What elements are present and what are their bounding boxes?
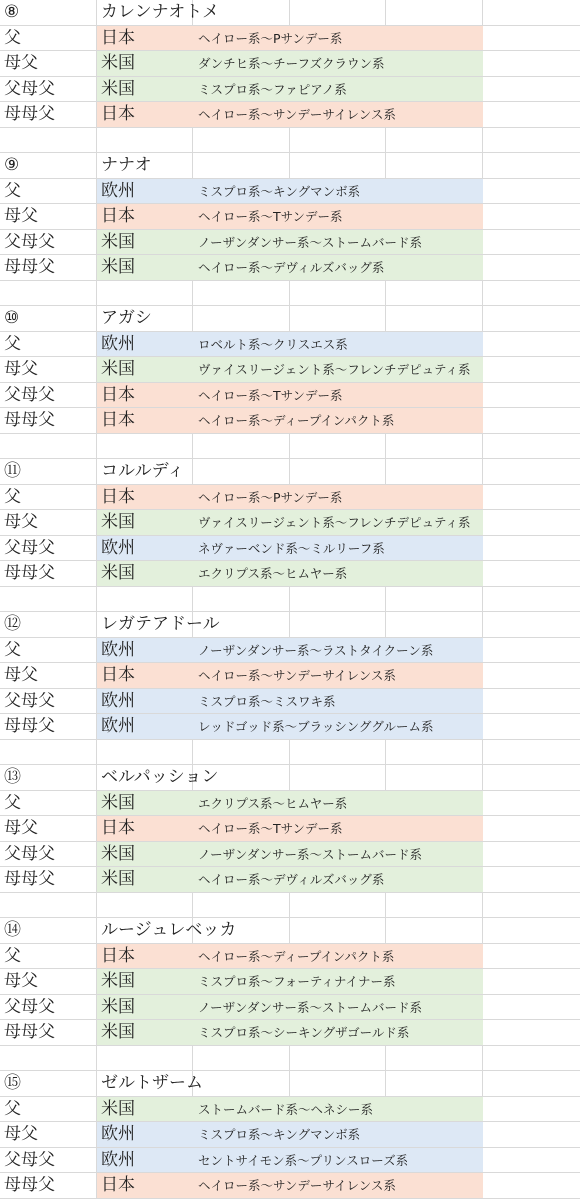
relation-label: 父母父 xyxy=(4,690,55,711)
lineage-text: ノーザンダンサー系～ラストタイクーン系 xyxy=(198,642,434,658)
lineage-text: ヘイロー系～サンデーサイレンス系 xyxy=(198,668,396,683)
lineage-text: ヘイロー系～Pサンデー系 xyxy=(198,30,343,46)
relation-label: 父 xyxy=(4,180,21,201)
lineage-text: ノーザンダンサー系～ストームバード系 xyxy=(198,846,423,862)
lineage-text: ヴァイスリージェント系～フレンチデピュティ系 xyxy=(198,515,471,530)
country-label: 米国 xyxy=(101,78,135,99)
relation-label: 父 xyxy=(4,486,21,507)
spacer-row xyxy=(0,587,580,613)
relation-label: 母父 xyxy=(4,665,38,685)
horse-title-row xyxy=(0,918,580,944)
pedigree-row xyxy=(0,689,580,715)
country-label: 米国 xyxy=(101,1098,135,1119)
relation-label: 父 xyxy=(4,1098,21,1119)
grid-cell xyxy=(483,995,580,1021)
horse-number: ⑫ xyxy=(4,614,21,634)
pedigree-row xyxy=(0,816,580,842)
horse-name: ナナオ xyxy=(101,155,152,175)
relation-label: 母母父 xyxy=(4,1175,55,1195)
grid-cell xyxy=(483,153,580,179)
pedigree-row xyxy=(0,510,580,536)
relation-label: 母父 xyxy=(4,359,38,379)
horse-number: ⑪ xyxy=(4,461,21,481)
grid-cell xyxy=(193,1046,290,1072)
horse-number: ⑧ xyxy=(4,2,20,22)
relation-label: 父 xyxy=(4,639,21,660)
pedigree-row xyxy=(0,791,580,817)
lineage-text: ストームバード系～ヘネシー系 xyxy=(198,1101,374,1117)
grid-cell xyxy=(386,893,483,919)
grid-cell xyxy=(483,689,580,715)
country-label: 欧州 xyxy=(101,690,135,711)
relation-label: 母父 xyxy=(4,818,38,838)
lineage-text: ダンチヒ系～チーフズクラウン系 xyxy=(198,56,385,71)
grid-cell xyxy=(0,281,97,307)
grid-cell xyxy=(290,1046,386,1072)
pedigree-row xyxy=(0,1148,580,1174)
grid-cell xyxy=(483,893,580,919)
relation-label: 父 xyxy=(4,945,21,966)
grid-cell xyxy=(290,893,386,919)
grid-cell xyxy=(483,842,580,868)
relation-label: 母父 xyxy=(4,206,38,226)
relation-label: 父 xyxy=(4,792,21,813)
lineage-text: エクリプス系～ヒムヤー系 xyxy=(198,795,348,811)
country-label: 米国 xyxy=(101,1022,135,1042)
pedigree-row xyxy=(0,179,580,205)
grid-cell xyxy=(483,969,580,995)
lineage-text: ミスプロ系～シーキングザゴールド系 xyxy=(198,1025,410,1040)
grid-cell xyxy=(0,893,97,919)
grid-cell xyxy=(193,306,290,332)
country-label: 欧州 xyxy=(101,537,135,558)
lineage-text: ヘイロー系～Tサンデー系 xyxy=(198,387,343,403)
horse-name: レガテアドール xyxy=(101,614,220,634)
grid-cell xyxy=(483,714,580,740)
spacer-row xyxy=(0,128,580,154)
pedigree-row xyxy=(0,26,580,52)
pedigree-row xyxy=(0,51,580,77)
horse-name: アガシ xyxy=(101,308,152,328)
relation-label: 父 xyxy=(4,27,21,48)
lineage-text: ヘイロー系～ディープインパクト系 xyxy=(198,413,395,428)
pedigree-row xyxy=(0,536,580,562)
country-label: 米国 xyxy=(101,996,135,1017)
grid-cell xyxy=(483,408,580,434)
horse-number: ⑮ xyxy=(4,1073,21,1093)
grid-cell xyxy=(97,740,193,766)
country-label: 米国 xyxy=(101,359,135,379)
horse-name: カレンナオトメ xyxy=(101,2,220,22)
grid-cell xyxy=(386,1046,483,1072)
grid-cell xyxy=(483,765,580,791)
grid-cell xyxy=(290,740,386,766)
horse-name: コルルディ xyxy=(101,461,185,481)
pedigree-row xyxy=(0,408,580,434)
grid-cell xyxy=(290,918,386,944)
grid-cell xyxy=(483,0,580,26)
pedigree-row xyxy=(0,842,580,868)
grid-cell xyxy=(483,791,580,817)
grid-cell xyxy=(483,179,580,205)
grid-cell xyxy=(193,587,290,613)
country-label: 日本 xyxy=(101,410,135,430)
relation-label: 母母父 xyxy=(4,104,55,124)
grid-cell xyxy=(386,1071,483,1097)
relation-label: 母母父 xyxy=(4,563,55,583)
relation-label: 父母父 xyxy=(4,231,55,252)
lineage-text: ミスプロ系～キングマンボ系 xyxy=(198,183,361,199)
country-label: 欧州 xyxy=(101,639,135,660)
grid-cell xyxy=(483,1122,580,1148)
grid-cell xyxy=(97,128,193,154)
grid-cell xyxy=(0,587,97,613)
grid-cell xyxy=(0,434,97,460)
pedigree-row xyxy=(0,485,580,511)
pedigree-row xyxy=(0,204,580,230)
grid-cell xyxy=(290,459,386,485)
lineage-text: セントサイモン系～プリンスローズ系 xyxy=(198,1152,409,1168)
horse-number: ⑨ xyxy=(4,155,20,175)
grid-cell xyxy=(483,944,580,970)
spacer-row xyxy=(0,740,580,766)
country-label: 日本 xyxy=(101,945,135,966)
grid-cell xyxy=(483,459,580,485)
horse-name: ルージュレベッカ xyxy=(101,920,237,940)
lineage-text: ノーザンダンサー系～ストームバード系 xyxy=(198,234,423,250)
lineage-text: ヘイロー系～デヴィルズバッグ系 xyxy=(198,872,385,887)
relation-label: 母父 xyxy=(4,1124,38,1144)
pedigree-row xyxy=(0,255,580,281)
pedigree-row xyxy=(0,638,580,664)
grid-cell xyxy=(483,918,580,944)
relation-label: 父母父 xyxy=(4,843,55,864)
pedigree-row xyxy=(0,1173,580,1199)
country-label: 米国 xyxy=(101,563,135,583)
grid-cell xyxy=(386,434,483,460)
country-label: 日本 xyxy=(101,27,135,48)
grid-cell xyxy=(483,612,580,638)
country-label: 欧州 xyxy=(101,1149,135,1170)
country-label: 米国 xyxy=(101,843,135,864)
grid-cell xyxy=(483,1046,580,1072)
grid-cell xyxy=(0,740,97,766)
country-label: 日本 xyxy=(101,384,135,405)
grid-cell xyxy=(290,128,386,154)
grid-cell xyxy=(0,1046,97,1072)
relation-label: 母母父 xyxy=(4,869,55,889)
grid-cell xyxy=(97,281,193,307)
country-label: 米国 xyxy=(101,231,135,252)
grid-cell xyxy=(386,765,483,791)
lineage-text: エクリプス系～ヒムヤー系 xyxy=(198,566,348,581)
lineage-text: ヘイロー系～Pサンデー系 xyxy=(198,489,343,505)
grid-cell xyxy=(483,638,580,664)
horse-title-row xyxy=(0,459,580,485)
grid-cell xyxy=(483,1071,580,1097)
grid-cell xyxy=(290,434,386,460)
pedigree-row xyxy=(0,995,580,1021)
grid-cell xyxy=(290,281,386,307)
grid-cell xyxy=(290,587,386,613)
pedigree-row xyxy=(0,1020,580,1046)
grid-cell xyxy=(483,128,580,154)
grid-cell xyxy=(97,893,193,919)
grid-cell xyxy=(386,459,483,485)
lineage-text: ヴァイスリージェント系～フレンチデピュティ系 xyxy=(198,362,471,377)
horse-name: ベルパッション xyxy=(101,767,219,787)
relation-label: 母父 xyxy=(4,971,38,991)
grid-cell xyxy=(483,485,580,511)
lineage-text: ヘイロー系～Tサンデー系 xyxy=(198,821,343,836)
grid-cell xyxy=(386,128,483,154)
country-label: 日本 xyxy=(101,1175,135,1195)
horse-title-row xyxy=(0,306,580,332)
country-label: 欧州 xyxy=(101,1124,135,1144)
grid-cell xyxy=(483,77,580,103)
grid-cell xyxy=(193,281,290,307)
lineage-text: ヘイロー系～サンデーサイレンス系 xyxy=(198,1178,396,1193)
grid-cell xyxy=(483,561,580,587)
spacer-row xyxy=(0,1046,580,1072)
relation-label: 父母父 xyxy=(4,537,55,558)
grid-cell xyxy=(97,1046,193,1072)
spacer-row xyxy=(0,434,580,460)
grid-cell xyxy=(483,230,580,256)
relation-label: 母父 xyxy=(4,512,38,532)
lineage-text: ミスプロ系～ミスワキ系 xyxy=(198,693,336,709)
grid-cell xyxy=(97,434,193,460)
pedigree-row xyxy=(0,1122,580,1148)
country-label: 日本 xyxy=(101,486,135,507)
relation-label: 父 xyxy=(4,333,21,354)
lineage-text: レッドゴッド系～ブラッシンググルーム系 xyxy=(198,719,434,734)
grid-cell xyxy=(483,740,580,766)
grid-cell xyxy=(483,1020,580,1046)
country-label: 米国 xyxy=(101,869,135,889)
grid-cell xyxy=(483,1148,580,1174)
grid-cell xyxy=(290,765,386,791)
grid-cell xyxy=(483,51,580,77)
grid-cell xyxy=(483,281,580,307)
grid-cell xyxy=(483,357,580,383)
grid-cell xyxy=(483,1173,580,1199)
grid-cell xyxy=(386,0,483,26)
lineage-text: ヘイロー系～ディープインパクト系 xyxy=(198,948,395,964)
horse-number: ⑬ xyxy=(4,767,21,787)
pedigree-row xyxy=(0,714,580,740)
lineage-text: ヘイロー系～Tサンデー系 xyxy=(198,209,343,224)
grid-cell xyxy=(290,612,386,638)
country-label: 米国 xyxy=(101,971,135,991)
relation-label: 父母父 xyxy=(4,996,55,1017)
horse-number: ⑭ xyxy=(4,920,21,940)
grid-cell xyxy=(483,587,580,613)
grid-cell xyxy=(483,255,580,281)
pedigree-row xyxy=(0,867,580,893)
relation-label: 母母父 xyxy=(4,410,55,430)
grid-cell xyxy=(483,26,580,52)
relation-label: 母父 xyxy=(4,53,38,73)
grid-cell xyxy=(483,867,580,893)
grid-cell xyxy=(483,102,580,128)
lineage-text: ネヴァーベンド系～ミルリーフ系 xyxy=(198,540,385,556)
country-label: 米国 xyxy=(101,53,135,73)
grid-cell xyxy=(386,612,483,638)
spacer-row xyxy=(0,281,580,307)
pedigree-row xyxy=(0,1097,580,1123)
pedigree-row xyxy=(0,77,580,103)
grid-cell xyxy=(193,459,290,485)
pedigree-row xyxy=(0,944,580,970)
country-label: 米国 xyxy=(101,512,135,532)
country-label: 欧州 xyxy=(101,716,135,736)
spacer-row xyxy=(0,893,580,919)
grid-cell xyxy=(483,306,580,332)
grid-cell xyxy=(483,383,580,409)
pedigree-row xyxy=(0,383,580,409)
pedigree-row xyxy=(0,561,580,587)
grid-cell xyxy=(386,153,483,179)
lineage-text: ロベルト系～クリスエス系 xyxy=(198,336,348,352)
grid-cell xyxy=(483,332,580,358)
grid-cell xyxy=(386,306,483,332)
horse-number: ⑩ xyxy=(4,308,20,328)
country-label: 米国 xyxy=(101,257,135,277)
pedigree-row xyxy=(0,663,580,689)
country-label: 欧州 xyxy=(101,180,135,201)
pedigree-row xyxy=(0,102,580,128)
grid-cell xyxy=(386,281,483,307)
grid-cell xyxy=(193,893,290,919)
country-label: 日本 xyxy=(101,206,135,226)
lineage-text: ノーザンダンサー系～ストームバード系 xyxy=(198,999,423,1015)
grid-cell xyxy=(290,1071,386,1097)
pedigree-row xyxy=(0,230,580,256)
grid-cell xyxy=(483,434,580,460)
grid-cell xyxy=(193,1071,290,1097)
country-label: 日本 xyxy=(101,665,135,685)
pedigree-row xyxy=(0,332,580,358)
grid-cell xyxy=(193,153,290,179)
pedigree-row xyxy=(0,969,580,995)
horse-title-row xyxy=(0,765,580,791)
lineage-text: ヘイロー系～デヴィルズバッグ系 xyxy=(198,260,385,275)
relation-label: 母母父 xyxy=(4,1022,55,1042)
grid-cell xyxy=(483,816,580,842)
grid-cell xyxy=(0,128,97,154)
grid-cell xyxy=(483,510,580,536)
relation-label: 父母父 xyxy=(4,78,55,99)
grid-cell xyxy=(290,306,386,332)
grid-cell xyxy=(483,204,580,230)
country-label: 日本 xyxy=(101,818,135,838)
grid-cell xyxy=(386,918,483,944)
horse-title-row xyxy=(0,612,580,638)
grid-cell xyxy=(483,536,580,562)
lineage-text: ヘイロー系～サンデーサイレンス系 xyxy=(198,107,396,122)
grid-cell xyxy=(483,1097,580,1123)
relation-label: 母母父 xyxy=(4,257,55,277)
pedigree-row xyxy=(0,357,580,383)
grid-cell xyxy=(193,434,290,460)
grid-cell xyxy=(386,740,483,766)
relation-label: 父母父 xyxy=(4,384,55,405)
grid-cell xyxy=(193,128,290,154)
horse-name: ゼルトザーム xyxy=(101,1073,203,1093)
lineage-text: ミスプロ系～フォーティナイナー系 xyxy=(198,974,396,989)
country-label: 米国 xyxy=(101,792,135,813)
grid-cell xyxy=(97,587,193,613)
grid-cell xyxy=(193,740,290,766)
horse-title-row xyxy=(0,0,580,26)
grid-cell xyxy=(290,153,386,179)
country-label: 日本 xyxy=(101,104,135,124)
grid-cell xyxy=(290,0,386,26)
horse-title-row xyxy=(0,1071,580,1097)
country-label: 欧州 xyxy=(101,333,135,354)
grid-cell xyxy=(483,663,580,689)
lineage-text: ミスプロ系～ファピアノ系 xyxy=(198,81,347,97)
horse-title-row xyxy=(0,153,580,179)
relation-label: 父母父 xyxy=(4,1149,55,1170)
grid-cell xyxy=(386,587,483,613)
relation-label: 母母父 xyxy=(4,716,55,736)
lineage-text: ミスプロ系～キングマンボ系 xyxy=(198,1127,361,1142)
